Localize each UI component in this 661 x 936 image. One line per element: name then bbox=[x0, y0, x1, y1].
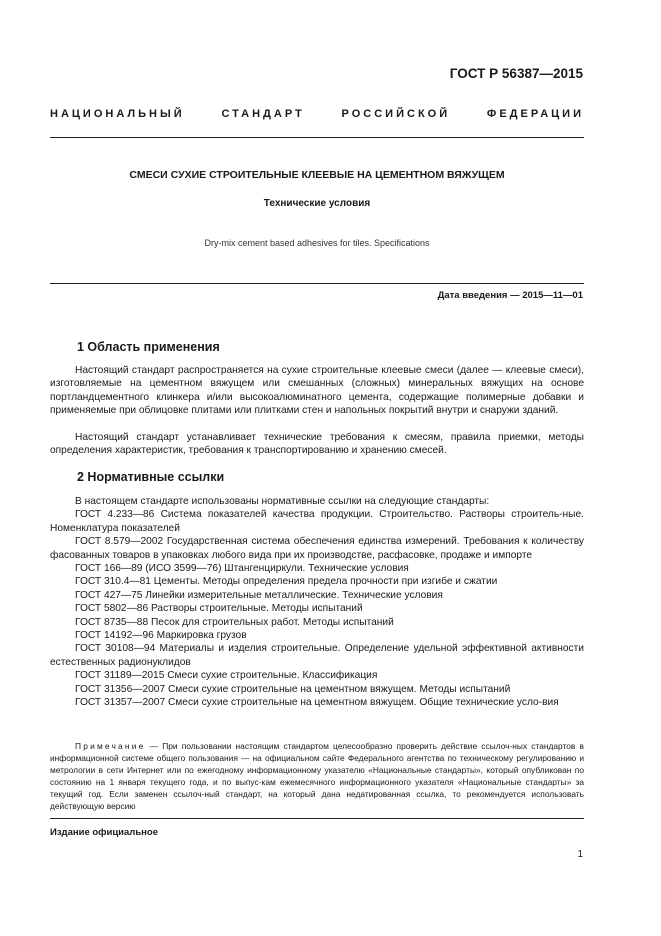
page-number: 1 bbox=[577, 849, 583, 860]
reference-item: ГОСТ 8735—88 Песок для строительных работ. Методы испытаний bbox=[75, 616, 394, 628]
reference-item: ГОСТ 8.579—2002 Государственная система обеспечения единства измерений. Требования к количеству фасованных товаров в упаковках любого вида при их производстве, расфасовке, продаже и импорте bbox=[50, 536, 584, 561]
reference-item: ГОСТ 5802—86 Растворы строительные. Методы испытаний bbox=[75, 603, 363, 615]
edition-label: Издание официальное bbox=[50, 827, 158, 838]
section-1-paragraph: Настоящий стандарт устанавливает технические требования к смесям, правила приемки, методы определения характеристик, требования к транспортированию и хранению смесей. bbox=[50, 432, 584, 457]
reference-item: ГОСТ 427—75 Линейки измерительные металлические. Технические условия bbox=[75, 589, 443, 601]
reference-item: ГОСТ 30108—94 Материалы и изделия строительные. Определение удельной эффективной активности естественных радионуклидов bbox=[50, 643, 584, 668]
normative-references-list bbox=[50, 495, 584, 710]
introduction-date: Дата введения — 2015—11—01 bbox=[437, 290, 583, 301]
reference-item: ГОСТ 31356—2007 Смеси сухие строительные на цементном вяжущем. Методы испытаний bbox=[75, 683, 511, 695]
reference-item: ГОСТ 31357—2007 Смеси сухие строительные на цементном вяжущем. Общие технические усло-вия bbox=[75, 697, 559, 709]
references-intro: В настоящем стандарте использованы нормативные ссылки на следующие стандарты: bbox=[75, 496, 490, 507]
reference-item: ГОСТ 166—89 (ИСО 3599—76) Штангенциркули. Технические условия bbox=[75, 563, 409, 575]
title-divider bbox=[50, 283, 584, 284]
section-1-paragraph: Настоящий стандарт распространяется на сухие строительные клеевые смеси (далее — клеевые смеси), изготовляемые на цементном вяжущем или смешанных (сложных) минеральных вяжущих на основе портландцементного клинкера и/или высокоалюминатного цемента, содержащие полимерные добавки и применяемые при облицовке плитами или плитками стен и напольных покрытий внутри и снаружи зданий. bbox=[50, 365, 584, 417]
note-text: — При пользовании настоящим стандартом целесообразно проверить действие ссылоч-ных стандартов в информационной системе общего пользования — на официальном сайте Федерального агентства по техническому регулированию и метрологии в сети Интернет или по ежегодному информационному указателю «Национальные стандарты», который опубликован по состоянию на 1 января текущего года, и по выпус-кам ежемесячного информационного указателя «Национальные стандарты» за текущий год. Если заменен ссылоч-ный стандарт, на который дана недатированная ссылка, то рекомендуется использовать действующую версию bbox=[50, 741, 584, 811]
reference-item: ГОСТ 310.4—81 Цементы. Методы определения предела прочности при изгибе и сжатии bbox=[75, 576, 498, 588]
standard-subtitle: Технические условия bbox=[263, 198, 371, 209]
standard-title: СМЕСИ СУХИЕ СТРОИТЕЛЬНЫЕ КЛЕЕВЫЕ НА ЦЕМЕНТНОМ ВЯЖУЩЕМ bbox=[129, 169, 505, 181]
reference-item: ГОСТ 14192—96 Маркировка грузов bbox=[75, 630, 247, 642]
note bbox=[50, 741, 584, 813]
reference-item: ГОСТ 4.233—86 Система показателей качества продукции. Строительство. Растворы строитель-ные. Номенклатура показателей bbox=[50, 509, 584, 534]
document-code: ГОСТ Р 56387—2015 bbox=[449, 66, 583, 81]
reference-item: ГОСТ 31189—2015 Смеси сухие строительные. Классификация bbox=[75, 670, 378, 682]
note-label: Примечание bbox=[75, 741, 146, 751]
footer-divider bbox=[50, 818, 584, 819]
top-divider bbox=[50, 137, 584, 138]
english-title: Dry-mix cement based adhesives for tiles. Specifications bbox=[204, 238, 430, 248]
section-2-heading: 2 Нормативные ссылки bbox=[77, 470, 225, 484]
section-1-heading: 1 Область применения bbox=[77, 340, 220, 354]
national-standard-title: НАЦИОНАЛЬНЫЙ СТАНДАРТ РОССИЙСКОЙ ФЕДЕРАЦИИ bbox=[50, 108, 584, 120]
